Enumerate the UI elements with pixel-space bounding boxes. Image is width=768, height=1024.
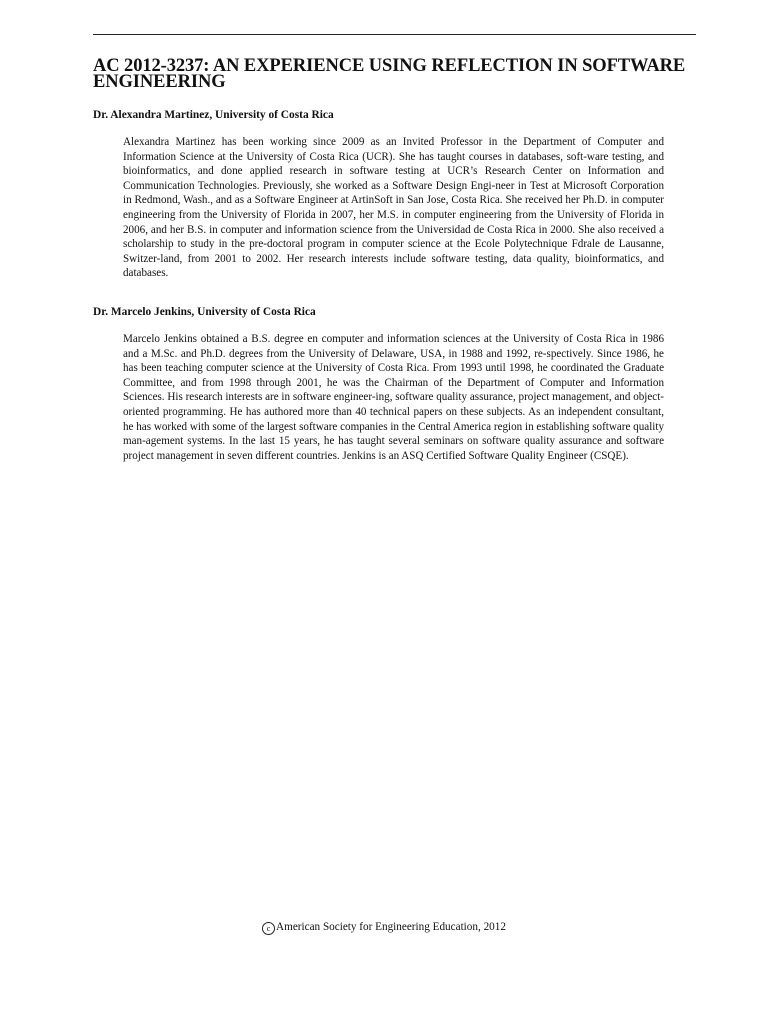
- copyright-icon: c: [262, 922, 275, 935]
- author-bio-marcelo-jenkins: Marcelo Jenkins obtained a B.S. degree en computer and information sciences at the University of Costa Rica in 1986 and a M.Sc. and Ph.D. degrees from the University of Delaware, USA, in 1988 and 1992, re-spectively. Since 1986, he has been teaching computer science at the University of Costa Rica. From 1993 until 1998, he coordinated the Graduate Committee, and from 1998 through 2001, he was the Chairman of the Department of Computer and Information Sciences. His research interests are in software engineer-ing, software quality assurance, project management, and object-oriented programming. He has authored more than 40 technical papers on these subjects. As an independent consultant, he has worked with some of the largest software companies in the Central America region in establishing software quality man-agement systems. In the last 15 years, he has taught several seminars on software quality assurance and software project management in seven different countries. Jenkins is an ASQ Certified Software Quality Engineer (CSQE).: [123, 333, 664, 462]
- paper-title: AC 2012-3237: AN EXPERIENCE USING REFLECTION IN SOFTWARE ENGINEERING: [93, 56, 686, 92]
- author-bio-alexandra-martinez: Alexandra Martinez has been working since 2009 as an Invited Professor in the Department of Computer and Information Science at the University of Costa Rica (UCR). She has taught courses in databases, soft-ware testing, and bioinformatics, and done applied research in software testing at UCR’s Research Center on Information and Communication Technologies. Previously, she worked as a Software Design Engi-neer in Test at Microsoft Corporation in Redmond, Wash., and as a Software Engineer at ArtinSoft in San Jose, Costa Rica. She received her Ph.D. in computer engineering from the University of Florida in 2007, her M.S. in computer engineering from the University of Florida in 2006, and her B.S. in computer and information science from the Universidad de Costa Rica in 2000. She also received a scholarship to study in the pre-doctoral program in computer science at the Ecole Polytechnique Fdrale de Lausanne, Switzer-land, from 2001 to 2002. Her research interests include software testing, data quality, bioinformatics, and databases.: [123, 136, 664, 280]
- copyright-text: American Society for Engineering Education, 2012: [276, 921, 506, 933]
- author-heading-alexandra-martinez: Dr. Alexandra Martinez, University of Costa Rica: [93, 109, 334, 121]
- author-heading-marcelo-jenkins: Dr. Marcelo Jenkins, University of Costa Rica: [93, 306, 316, 318]
- copyright-footer: [0, 920, 768, 935]
- top-horizontal-rule: [93, 34, 696, 35]
